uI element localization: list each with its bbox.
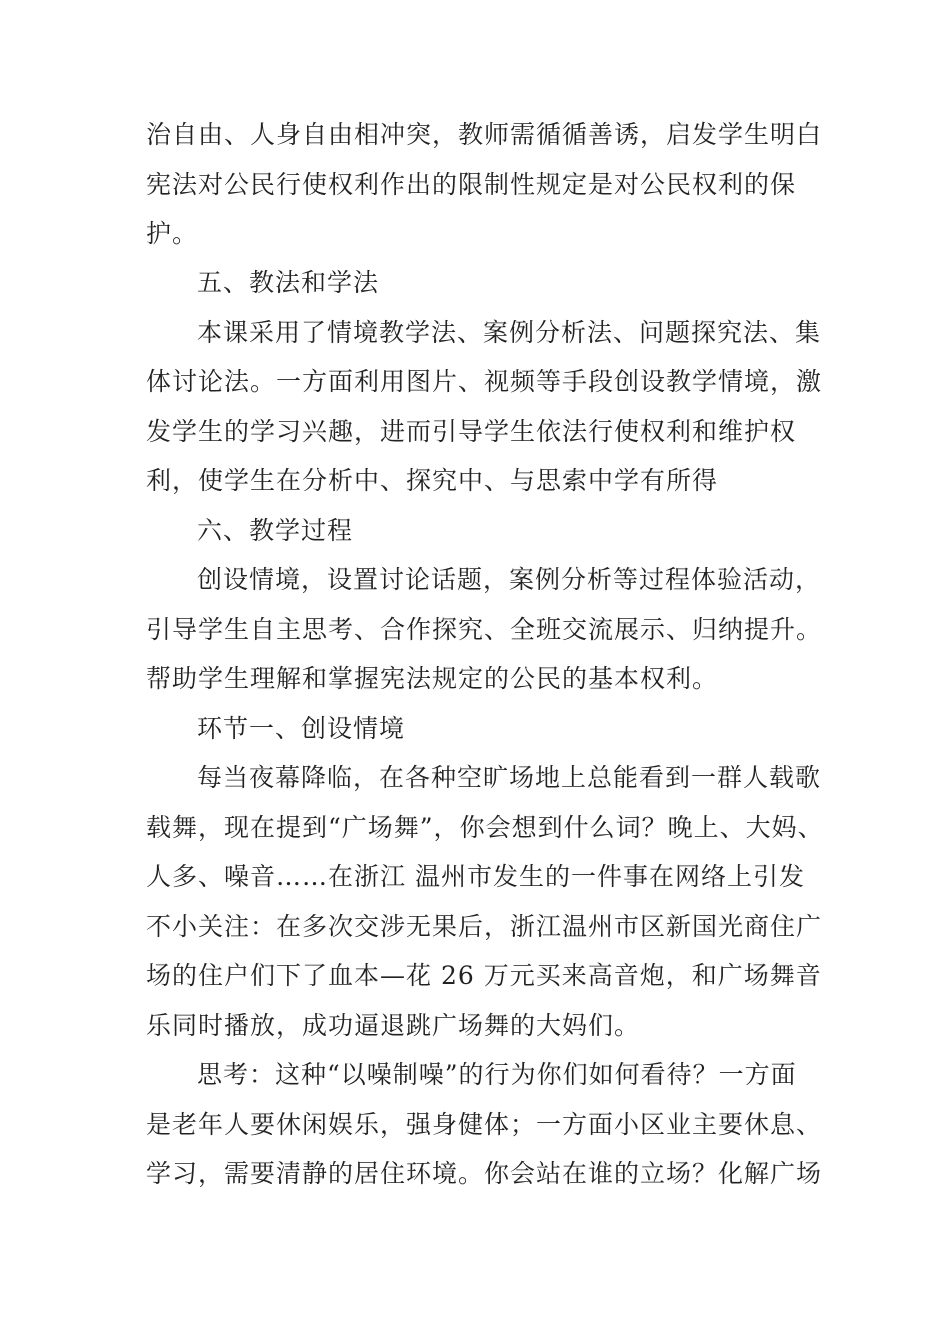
text-line: 载舞，现在提到“广场舞”，你会想到什么词？晚上、大妈、 <box>146 813 824 842</box>
text-line: 引导学生自主思考、合作探究、全班交流展示、归纳提升。 <box>146 615 823 644</box>
text-line: 帮助学生理解和掌握宪法规定的公民的基本权利。 <box>146 664 719 693</box>
text-line: 人多、噪音……在浙江 温州市发生的一件事在网络上引发 <box>146 862 805 891</box>
text-line: 是老年人要休闲娱乐，强身健体；一方面小区业主要休息、 <box>146 1110 823 1139</box>
text-line: 学习，需要清静的居住环境。你会站在谁的立场？化解广场 <box>146 1159 823 1188</box>
text-line: 体讨论法。一方面利用图片、视频等手段创设教学情境，激 <box>146 367 823 396</box>
text-line: 不小关注：在多次交涉无果后，浙江温州市区新国光商住广 <box>146 912 823 941</box>
text-line: 创设情境，设置讨论话题，案例分析等过程体验活动， <box>197 565 822 594</box>
text-line: 乐同时播放，成功逼退跳广场舞的大妈们。 <box>146 1011 641 1040</box>
text-line: 宪法对公民行使权利作出的限制性规定是对公民权利的保 <box>146 170 797 199</box>
text-line: 护。 <box>146 219 199 248</box>
text-line: 利，使学生在分析中、探究中、与思索中学有所得 <box>146 466 719 495</box>
text-line: 每当夜幕降临，在各种空旷场地上总能看到一群人载歌 <box>197 763 822 792</box>
text-line: 发学生的学习兴趣，进而引导学生依法行使权利和维护权 <box>146 417 797 446</box>
text-line: 思考：这种“以噪制噪”的行为你们如何看待？一方面 <box>197 1060 797 1089</box>
section-heading: 五、教法和学法 <box>197 268 380 297</box>
text-line: 场的住户们下了血本—花 26 万元买来高音炮，和广场舞音 <box>146 961 822 990</box>
section-heading: 环节一、创设情境 <box>197 714 406 743</box>
section-heading: 六、教学过程 <box>197 516 354 545</box>
text-line: 治自由、人身自由相冲突，教师需循循善诱，启发学生明白 <box>146 120 823 149</box>
text-line: 本课采用了情境教学法、案例分析法、问题探究法、集 <box>197 318 822 347</box>
